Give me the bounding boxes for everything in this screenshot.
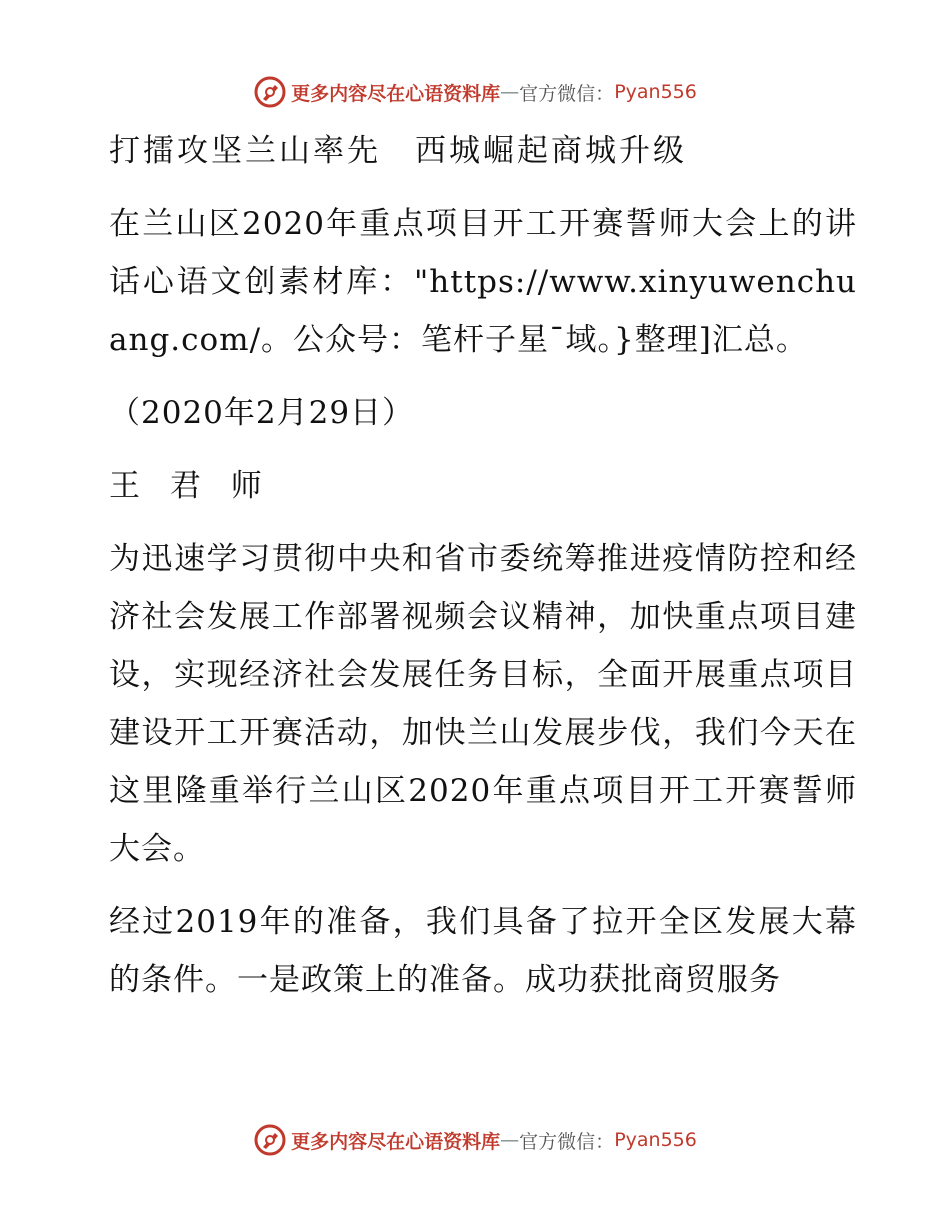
banner-dash: — <box>500 81 520 103</box>
document-title: 打擂攻坚兰山率先 西城崛起商城升级 <box>109 133 687 169</box>
document-author: 王 君 师 <box>109 468 272 504</box>
paragraph-2: 经过2019年的准备，我们具备了拉开全区发展大幕的条件。一是政策上的准备。成功获批商贸服务 <box>109 904 857 998</box>
quill-pen-logo-icon <box>253 75 287 109</box>
banner-wechat-id: Pyan556 <box>614 81 697 103</box>
paragraph-1: 为迅速学习贯彻中央和省市委统筹推进疫情防控和经济社会发展工作部署视频会议精神，加快重点项目建设，实现经济社会发展任务目标，全面开展重点项目建设开工开赛活动，加快兰山发展步伐，我们今天在这里隆重举行兰山区2020年重点项目开工开赛誓师大会。 <box>109 541 857 867</box>
banner-wechat-label: 官方微信： <box>519 82 615 105</box>
footer-banner <box>0 1120 950 1160</box>
quill-pen-logo-icon <box>253 1123 287 1157</box>
document-subtitle: 在兰山区2020年重点项目开工开赛誓师大会上的讲话心语文创素材库："https://www.xinyuwenchuang.com/。公众号：笔杆子星¯域。}整理]汇总。 <box>109 206 857 358</box>
document-date: （2020年2月29日） <box>109 395 415 431</box>
banner-wechat-id: Pyan556 <box>614 1129 697 1151</box>
banner-wechat-label: 官方微信： <box>519 1130 615 1153</box>
document-body <box>97 122 857 1009</box>
banner-dash: — <box>500 1129 520 1151</box>
banner-site-text: 更多内容尽在心语资料库 <box>291 82 501 105</box>
header-banner <box>0 72 950 112</box>
banner-site-text: 更多内容尽在心语资料库 <box>291 1130 501 1153</box>
